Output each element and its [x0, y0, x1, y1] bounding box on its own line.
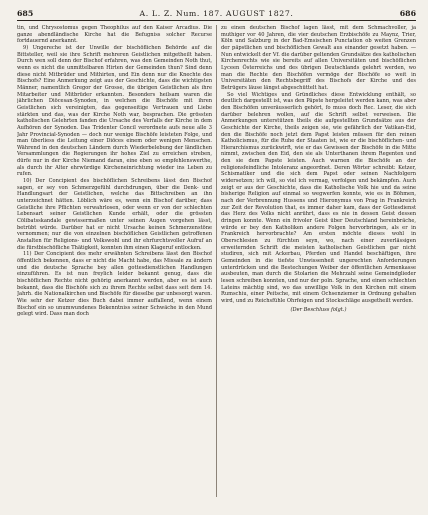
right-paragraph: zu einen deutschen Bischof lagen lässt, mit dem Schmachvoller, ja muthiger vor 40 Jahren, die vier deutschen Erzbischöfe zu Maynz, Trier, Köln und Salzburg in der Bad-Emsischen Punctation ob weiten Grenzen der päpstlichen und bischöflichen Gewalt aus einander gesetzt haben. — Nun entwickelt der Vf. die darüber geltenden Grundsätze des katholischen Kirchenrechts wie sie bereits auf allen Universitäten und bischöflichen Lyceen Österreichs und des übrigen Deutschlands gelehrt werden, wo man die Rechte den Bischöfen vermöge der Bischöfe so weit in Universitäten den Rechtsbegriff des Bischofs der Kirche und des Betrügers läuse längst abgeschüttelt hat. [221, 25, 416, 91]
page-header [17, 8, 416, 20]
left-paragraph: 11) Der Concipient des mehr erwähnten Schreibens lässt den Bischof öffentlich bekennen, dass er nicht die Macht habe, das Missale zu ändern und die deutsche Sprache bey allen gottesdienstlichen Handlungen einzuführen. Es ist nun freylich leider bekannt genug, dass die bischöflichen Rechte nicht gehörig anerkannt werden, aber es ist auch bekannt, dass die Bischöfe sich zu ihrem Rechte selbst dass seit dem 14. Jahrh. die Nationalkirchen und Bischöfe für dieselbe gar unbesorgt waren. Wie sehr der Ketzer dies Buch dabei immer auffallend, wenn einem Bischof ein so unumwundenes Bekenntniss seiner Schwäche in den Mund gelegt wird. Dass man doch [17, 251, 212, 318]
page-number-right: 686 [399, 9, 416, 18]
right-column [221, 25, 416, 509]
right-paragraph: So viel Wichtiges und Gründliches diese Entwicklung enthält, so deutlich dargestellt ist, was den Päpste hergeleitet werden kann, was aber den Bischöfen unveräusserlich gehört, fo muss doch Rec. Leser, die sich darüber belehren wollen, auf die Schrift selbst verweisen. Die Anmerkungen unterstützen theils die aufgestellten Grundsätze aus der Geschichte der Kirche, theils zeigen sie, wie gefährlich der Vatikan-Eid, den die Bischöfe noch jetzt dem Papst leisten müssen für den reinen Katholicismus, für die Ruhe der Staaten ist, wie er die bischöflichen- und Hierarchismus zurückwirft, wie er das Gewissen der Bischöfe in die Mitte nimmt, zwischen den Eid, den sie als Unterthanen ihrem Regenten und den sie dem Papste leisten. Auch warnen die Bischöfe an der religionsfeindliche Intoleranz angeordnet. Deren Wörter schreibt: Ketzer, Schismatiker und die sich dem Papst oder seinen Nachfolgern widersetzen; ich will, so viel ich vermag, verfolgen und bekämpfen. Auch zeigt er aus der Geschichte, dass die Katholische Volk hie und da seine bisherige Religion auf einmal so wegwerfen konnte, wie es in Böhmen, nach der Verbrennung Hussens und Hieronymus von Prag in Frankreich zur Zeit der Revolution that, es immer daher kam, dass der Gottesdienst das Herz des Volks nicht anrührt, dass es nie in dessen Geist dessen dringen konnte. Wenn ein frivoler Geist über Deutschland hereinbräche, würde er bey den Katholiken andere Folgen hervorbringen, als er in Frankreich hervorbrachte? Am ersten möchte dieses wohl in Oberschlesien zu fürchten seyn, wo, nach einer zuverlässigen erweiternden Schrift die meisten katholischen Geistlichen gar nicht studiren, sich mit Ackerbau, Pferden und Handel beschäftigen, ihre Gemeinden in die tiefste Unwissenheit ungerechten Anforderungen unterdrücken und die Bestechungen Weiber der öffentlichen Armenkasse ausbeuten, man durch die Stolarien die Mehrzahl seine Gemeindglieder lesen schreiben konnten, und nur der poln. Sprache, und einen schlechten Lateins mächtig sind, wo das unwillige Volk in den Kirchen mit einem Rumschiu, einer Peitsche, mit einem Ochsenziemer in Ordnung gehalten wird, und zu Reichsfühle Ohrfeigen und Stockschläge ausgetheilt werden. [221, 91, 416, 304]
page-number-left: 685 [17, 9, 34, 18]
left-paragraph: 10) Der Concipient des bischöflichen Schreibens lässt den Bischof sagen, er sey von Schmerzgefühl durchdrungen, über die Denk- und Handlungsart der Geistlichen, welche das Bittschreiben an ihn unterzeichnet hätten. Löblich wäre es, wenn ein Bischof darüber, dass Geistliche ihre Pflichten verwahrlosen, oder wenn er von der schlechten Lebensart seiner Geistlichen Kunde erhält, oder die grössten Cölibatsskandale gewissermaßen unter seinen Augen vorgehen lässt, betrübt würde. Darüber hat er nicht Ursache keinen Schmerzenstöne vernommen; nur die von einzelnen bischöflichen Geistlichen getroffenen Anstalten für Religions- und Volkswohl und ihr ehrfurchtsvoller Aufruf an die fürstbischöfliche Thätigkeit, konnten ihm einen Klageruf entlocken. [17, 178, 212, 251]
header-rule [17, 20, 416, 21]
continuation-note: (Der Beschluss folgt.) [290, 306, 347, 313]
left-paragraph: tin, und Chrysostomus gegen Theophilus auf den Kaiser Arcadius. Die ganze abendländische Kirche hat die Befugniss solcher Recurse fortdauernd anerkannt. [17, 25, 212, 45]
left-column [17, 25, 212, 509]
journal-title: A. L. Z. Num. 187. AUGUST 1827. [139, 9, 294, 18]
column-divider [216, 25, 217, 497]
left-paragraph: 9) Ungereche ist der Unwille der bischöflichen Behörde auf die Bittsteller, weil sie ihre Schrift mehreren Geistlichen mitgetheilt haben. Durch wen soll denn der Bischof erfahren, was den Gemeinden Noth thut, wenn es nicht die unmittelbaren Hirten der Gemeinden thun? Sind denn diese nicht Mitbrüder und Mithirten, und Ein denn nur die Knechte des Bischofs? Eine Anmerkung zeigt aus der Geschichte, dass die wichtigsten Männer, namentlich Gregor der Grosse, die übrigen Geistlichen als ihre Mitarbeiter und Mitbrüder erkannten. Besonders heilsam waren die jährlichen Diöcesan-Synoden, in welchen die Bischöfe mit ihren Geistlichen sich vereinigten, das gegenseitige Vertrauen und Liebe stärkten und das, was der Kirche Noth war, besprachen. Die grössten katholischen Gelehrten fanden die Ursache des Verfalls der Kirche in dem Aufhören der Synoden. Das Tridenter Concil verordnete aufs neue alle 3 Jahr Provincial-Synoden — doch nur wenige Bischöfe leisteten Folge, und man überliess die Leitung einer Diöces einem oder wenigen Menschen. Während in den deutschen Ländern durch Wiederbelebung der ländlichen Versammlungen die Regierungen ihr hohes Ziel zu erreichen streben, dürfe nur in der Kirche Niemand daran, eine eben so empfehlenswerthe, als durch ihr Alter ehrwürdige Kircheneinrichtung wieder ins Leben zu rufen. [17, 44, 212, 178]
